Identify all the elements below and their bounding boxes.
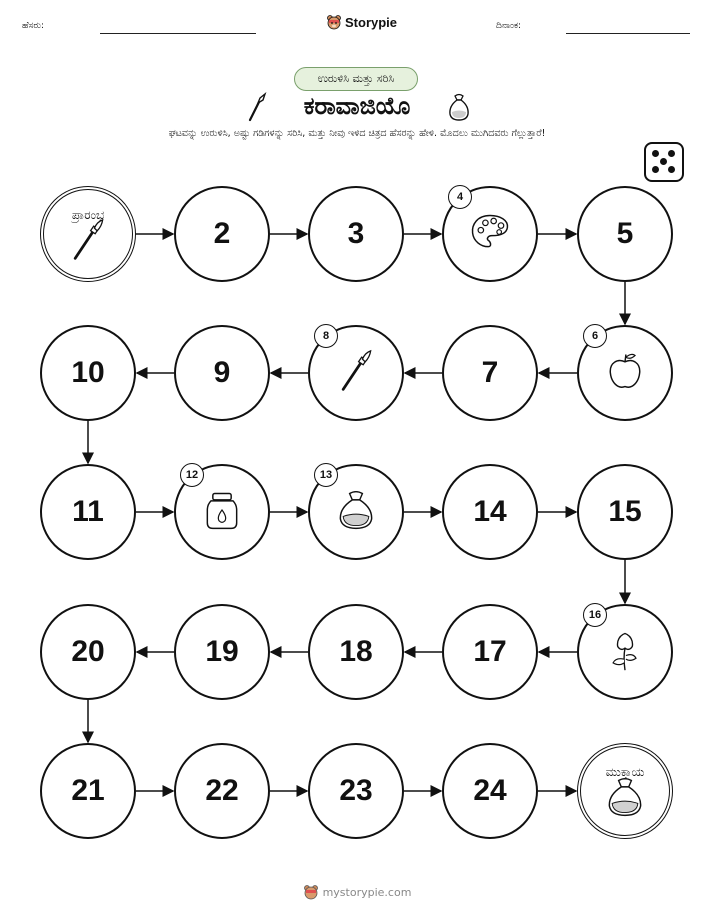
brand-name: Storypie	[345, 14, 398, 30]
pigment-pouch-icon	[334, 488, 378, 536]
board-space-16	[577, 604, 673, 700]
start-label: ಪ್ರಾರಂಭ	[71, 208, 105, 222]
board-space-11	[40, 464, 136, 560]
board-space-6	[577, 325, 673, 421]
space-number: 11	[72, 495, 104, 528]
space-number: 17	[473, 635, 507, 668]
space-number-badge: 16	[583, 603, 607, 627]
pigment-pouch-icon	[603, 775, 647, 823]
board-space-10	[40, 325, 136, 421]
footer-url: mystorypie.com	[322, 885, 412, 899]
board-space-1	[40, 186, 136, 282]
space-number: 19	[205, 635, 239, 668]
space-number: 21	[71, 774, 105, 807]
board-space-8	[308, 325, 404, 421]
board-space-5	[577, 186, 673, 282]
board-space-19	[174, 604, 270, 700]
board-space-2	[174, 186, 270, 282]
apple-icon	[603, 349, 647, 397]
palette-icon	[468, 210, 512, 258]
board-space-21	[40, 743, 136, 839]
board-space-17	[442, 604, 538, 700]
space-number-badge: 6	[583, 324, 607, 348]
space-number: 7	[481, 356, 499, 389]
space-number: 20	[71, 635, 105, 668]
board-space-9	[174, 325, 270, 421]
space-number: 15	[608, 495, 642, 528]
finish-label: ಮುಕ್ತಾಯ	[605, 765, 645, 779]
space-number: 24	[473, 774, 507, 807]
date-label: ದಿನಾಂಕ:	[496, 21, 522, 31]
space-number: 10	[71, 356, 105, 389]
board-space-24	[442, 743, 538, 839]
board-space-18	[308, 604, 404, 700]
board-space-4	[442, 186, 538, 282]
board-space-23	[308, 743, 404, 839]
space-number-badge: 13	[314, 463, 338, 487]
space-number: 3	[347, 217, 365, 250]
space-number: 14	[473, 495, 507, 528]
board-space-3	[308, 186, 404, 282]
page-title: ಕರಾವಾಜಿಯೊ	[303, 92, 411, 120]
bear-mascot-icon	[303, 884, 319, 900]
board-space-15	[577, 464, 673, 560]
footer	[0, 884, 714, 900]
space-number: 5	[616, 217, 634, 250]
board-space-22	[174, 743, 270, 839]
name-label: ಹೆಸರು:	[22, 21, 45, 31]
board-space-7	[442, 325, 538, 421]
space-number: 22	[205, 774, 239, 807]
space-number-badge: 8	[314, 324, 338, 348]
space-number: 9	[213, 356, 231, 389]
space-number: 2	[213, 217, 231, 250]
paintbrush-icon	[66, 218, 110, 266]
board-space-12	[174, 464, 270, 560]
board-space-25	[577, 743, 673, 839]
board-space-14	[442, 464, 538, 560]
board-space-13	[308, 464, 404, 560]
jar-icon	[200, 488, 244, 536]
paintbrush-icon	[334, 349, 378, 397]
board-space-20	[40, 604, 136, 700]
space-number: 23	[339, 774, 373, 807]
space-number: 18	[339, 635, 373, 668]
game-type-label: ಉರುಳಿಸಿ ಮತ್ತು ಸರಿಸಿ	[317, 72, 395, 85]
space-number-badge: 4	[448, 185, 472, 209]
instructions: ಘಟವನ್ನು ಉರುಳಿಸಿ, ಅಷ್ಟು ಗಡಿಗಳನ್ನು ಸರಿಸಿ, ಮತ್ತು ನೀವು ಇಳಿದ ಚಿತ್ರದ ಹೆಸರನ್ನು ಹೇಳಿ. ಮೊದಲು ಮುಗಿದವರು ಗೆಲ್ಲುತ್ತಾರೆ!	[168, 128, 546, 139]
space-number-badge: 12	[180, 463, 204, 487]
flower-icon	[603, 628, 647, 676]
